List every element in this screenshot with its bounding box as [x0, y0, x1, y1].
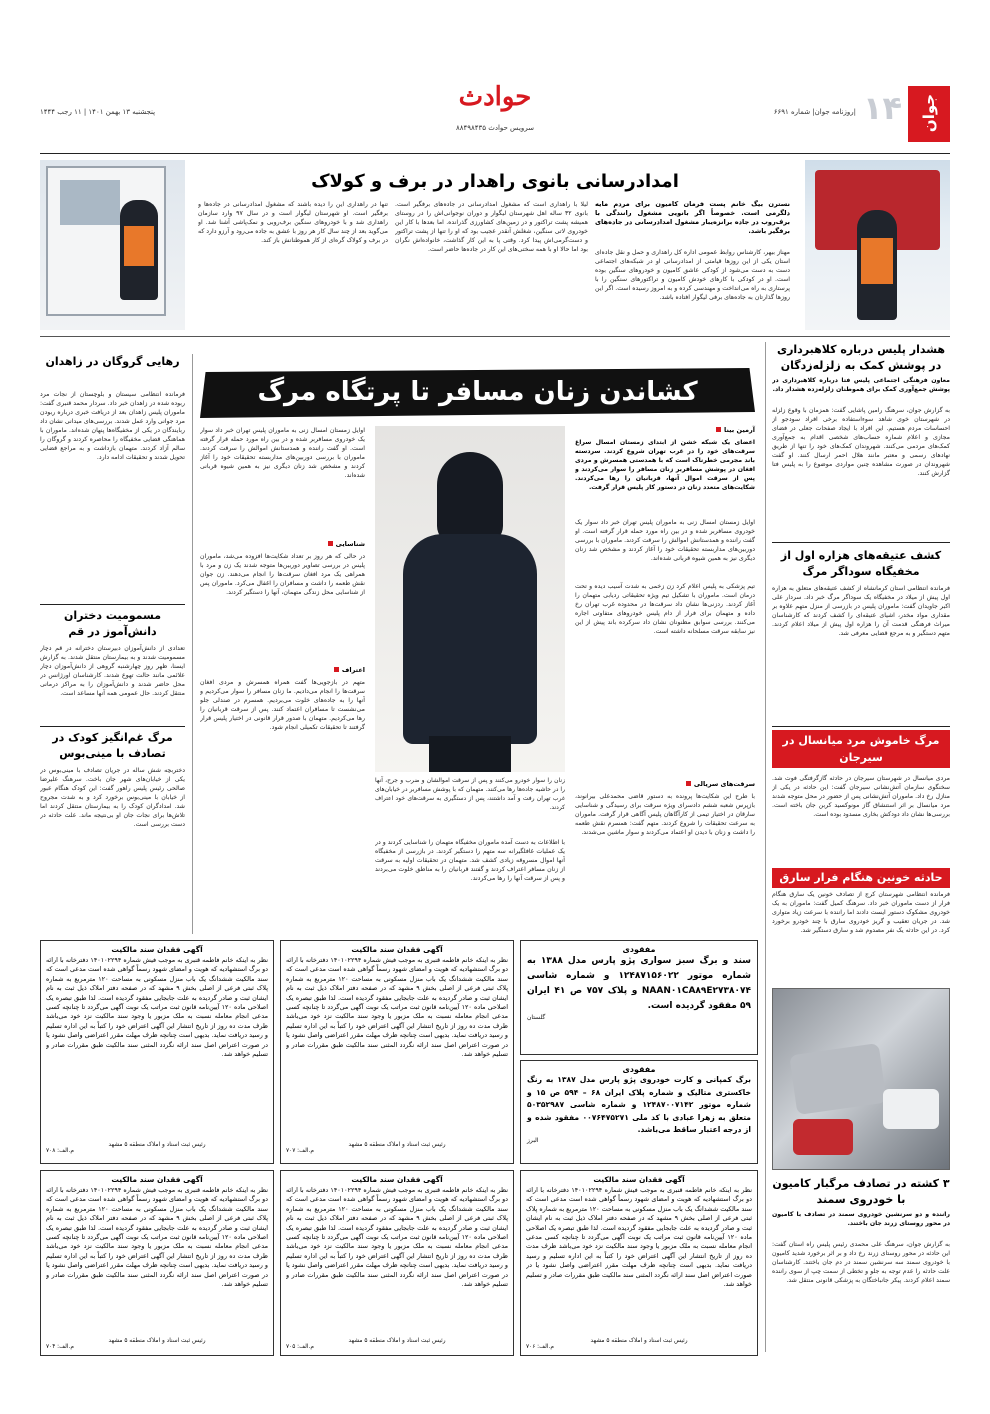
rc-story1-body: به گزارش جوان، سرهنگ رامین پاشایی گفت: همزمان با وقوع زلزله در شهرستان خوی شاهد سوءاستفاده برخی افراد سودجو از احساسات مردم هستیم. این افراد با ایجاد صفحات جعلی در فضای مجازی و اعلام شماره حساب‌های شخصی اقدام به جمع‌آوری کمک‌های مردمی می‌کنند. شهروندان کمک‌های خود را تنها از طریق نهادهای رسمی و معتبر مانند هلال احمر ارسال کنند. او گفت شهروندان در صورت مشاهده چنین مواردی موضوع را به پلیس فتا گزارش کنند. [772, 407, 950, 477]
top-story-title: امدادرسانی بانوی راهدار در برف و کولاک [311, 171, 679, 192]
section-subtitle: سرویس حوادث ۸۸۴۹۸۴۳۵ [455, 124, 535, 132]
issue-info: |روزنامه جوان| شماره ۶۶۹۱ [773, 108, 856, 116]
lost-notice-1-title: مفقودی [622, 945, 656, 954]
rc-crash-photo [772, 988, 950, 1170]
deed-notice-3-signature: رئیس ثبت اسناد و املاک منطقه ۵ مشهد [590, 1338, 688, 1344]
left-column-divider [192, 354, 193, 934]
driver-vest-shape [124, 226, 154, 266]
deed-notice-1-code: م.الف: ۷۰۷ [286, 1148, 314, 1154]
notices-area [40, 940, 758, 1360]
deed-notice-5-title: آگهی فقدان سند مالکیت [111, 1175, 203, 1184]
top-story-col3: تنها در راهداری این را دیده باشند که مشغول امدادرسانی در جاده‌ها و برفگیر است. او شهرستان لیگوار است و در سال ۹۷ وارد سازمان راهداری شد و با خودروهای سنگین برف‌روبی و نمک‌پاشی آشنا شد. او می‌گوید بعد از چند سال کار هر روز با عشق به جاده می‌رود و آرزو دارد که در برف و کولاک گره‌ای از کار هموطنانش باز کند. [198, 201, 388, 244]
deed-notice-2 [40, 940, 274, 1164]
window-shape [60, 180, 120, 225]
rc-story4-title: حادثه خونین هنگام فرار سارق [772, 868, 950, 888]
rc-story1-lead: معاون فرهنگی اجتماعی پلیس فتا درباره کلاهبرداری در پوشش جمع‌آوری کمک برای هموطنان زلزله‌زده هشدار داد. [772, 377, 950, 393]
main-story [200, 362, 755, 934]
top-story-col2: لیلا با راهداری است که مشغول امدادرسانی در جاده‌های برفگیر است. بانوی ۳۲ ساله اهل شهرستان لیگوار و دوران نوجوانی‌اش را در روستای همیشه پشت تراکتور و در زمین‌های کشاورزی گذرانده. اما بعدها با کار این خودروی لاتی سنگین، شغلش آنقدر عجیب بود که او را تنها از پشت تراکتور و دست‌گرمی‌اش پیدا کرد. وقتی پا به این کار گذاشت، خانواده‌اش نگران بود اما حالا او با همه سختی‌های این کار در جاده‌ها حاضر است. [395, 201, 588, 253]
main-body4: در حالی که هر روز بر تعداد شکایت‌ها افزوده می‌شد، ماموران پلیس در بررسی تصاویر دوربین‌ها متوجه شدند یک زن و مرد با همراهی یک مرد افغان سرقت‌ها را انجام می‌دهند. زن جوان نقش طعمه را داشت و مسافران را اغفال می‌کرد. ماموران پس از شناسایی محل زندگی متهمان، آنها را دستگیر کردند. [200, 553, 365, 596]
lc-story1-body: فرمانده انتظامی سیستان و بلوچستان از نجات مرد ربوده شده در زاهدان خبر داد. سردار محمد قنبری گفت: ماموران پلیس زاهدان بعد از دریافت خبری درباره ربودن مرد جوانی وارد عمل شدند. بررسی‌های میدانی نشان داد ربایندگان در یکی از مخفیگاه‌ها پنهان شده‌اند. ماموران با هماهنگی قضایی مخفیگاه را محاصره کردند و گروگان را سالم آزاد کردند. متهمان بازداشت و به مراجع قضایی تحویل شدند و تحقیقات ادامه دارد. [40, 391, 185, 461]
deed-notice-1-title: آگهی فقدان سند مالکیت [351, 945, 443, 954]
suspect-head-shape [437, 452, 503, 544]
deed-notice-4 [280, 1170, 514, 1356]
lc-story3-body: دختربچه شش ساله در جریان تصادف با مینی‌بوس در یکی از خیابان‌های شهر جان باخت. سرهنگ علیرضا صالحی رئیس پلیس راهور گفت: این کودک هنگام عبور از خیابان با مینی‌بوس برخورد کرد و به شدت مجروح شد. امدادگران کودک را به بیمارستان منتقل کردند اما تلاش‌ها برای نجات جان او بی‌نتیجه ماند. علت حادثه در دست بررسی است. [40, 767, 185, 828]
deed-notice-5 [40, 1170, 274, 1356]
lc-story2-title: مسمومیت دختران دانش‌آموز در قم [63, 609, 162, 638]
deed-notice-1 [280, 940, 514, 1164]
date-info: پنجشنبه ۱۳ بهمن ۱۴۰۱ | ۱۱ رجب ۱۴۴۴ [40, 108, 156, 116]
rc-rule-1 [772, 542, 950, 543]
top-story [40, 160, 950, 338]
deed-notice-3 [520, 1170, 758, 1356]
main-body3: با اطلاعات به دست آمده ماموران مخفیگاه متهمان را شناسایی کردند و در یک عملیات غافلگیرانه سه متهم را دستگیر کردند. در بازرسی از مخفیگاه آنها اموال مسروقه زیادی کشف شد. متهمان در تحقیقات اولیه به سرقت از زنان مسافر اعتراف کردند و گفتند قربانیان را به مناطق خلوت می‌بردند و پس از سرقت آنها را رها می‌کردند. [375, 839, 565, 882]
lc-story3-title: مرگ غم‌انگیز کودک در تصادف با مینی‌بوس [52, 731, 173, 760]
rc-story3-title: مرگ خاموش مرد میانسال در سیرجان [772, 730, 950, 768]
rc-story2-body: فرمانده انتظامی استان کرمانشاه از کشف عتیقه‌های متعلق به هزاره اول پیش از میلاد در مخفیگاه یک سوداگر مرگ خبر داد. سردار علی اکبر جاویدان گفت: ماموران پلیس در بازرسی از منزل متهم علاوه بر مقداری مواد مخدر، اشیای عتیقه‌ای را کشف کردند که کارشناسان میراث فرهنگی قدمت آن را هزاره اول پیش از میلاد اعلام کردند. متهم دستگیر و به مرجع قضایی معرفی شد. [772, 585, 950, 637]
left-column [40, 354, 185, 934]
rc-story1-title: هشدار پلیس درباره کلاهبرداری در پوشش کمک به زلزله‌زدگان [776, 343, 946, 372]
main-subhead3: سرقت‌های سریالی [575, 780, 755, 788]
suspect-legs-shape [429, 736, 511, 772]
deed-notice-5-code: م.الف: ۷۰۴ [46, 1344, 74, 1350]
top-story-photo-right [805, 160, 950, 330]
wreck-shape [789, 1043, 886, 1115]
rc-story5-title: ۳ کشته در تصادف مرگبار کامیون با خودروی سمند [772, 1177, 950, 1206]
main-subhead1: شناسایی [200, 540, 365, 548]
lost-notice-1-body: سند و برگ سبز سواری پژو پارس مدل ۱۳۸۸ به شماره موتور ۱۲۴۸۷۱۵۶۰۲۲ و شماره شاسی NAAN۰۱CA۸۹E۲۷۳۸۰۷۴ و پلاک ۷۵۷ ص ۴۱ ایران ۵۹ مفقود گردیده است. [527, 956, 752, 1011]
rc-story2-title: کشف عتیقه‌های هزاره اول از مخفیگاه سوداگر مرگ [780, 549, 942, 578]
main-body1: اوایل زمستان امسال زنی به ماموران پلیس تهران خبر داد سوار یک خودروی مسافربر شده و در بین راه مورد حمله قرار گرفته است. او گفت راننده و همدستانش اموالش را سرقت کردند. ماموران با بررسی دوربین‌های مداربسته تحقیقات خود را آغاز کردند و مشخص شد زنان دیگری نیز به همین شیوه قربانی شده‌اند. [575, 519, 755, 562]
rc-story5-body: به گزارش جوان، سرهنگ علی محمدی رئیس پلیس راه استان گفت: این حادثه در محور روستای زرند رخ داد و بر اثر برخورد شدید کامیون با خودروی سمند سه سرنشین سمند در دم جان باختند. کارشناسان علت حادثه را عدم توجه به جلو و تخطی از سمت چپ از سوی راننده سمند اعلام کردند. پیکر جانباختگان به پزشکی قانونی منتقل شد. [772, 1241, 950, 1284]
main-body3b: اوایل زمستان امسال زنی به ماموران پلیس تهران خبر داد سوار یک خودروی مسافربر شده و در بین راه مورد حمله قرار گرفته است. او گفت راننده و همدستانش اموالش را سرقت کردند. ماموران با بررسی دوربین‌های مداربسته تحقیقات خود را آغاز کردند و مشخص شد زنان دیگری نیز به همین شیوه قربانی شده‌اند. [200, 427, 365, 479]
deed-notice-5-signature: رئیس ثبت اسناد و املاک منطقه ۵ مشهد [108, 1338, 206, 1344]
main-body2: تیم پزشکی به پلیس اعلام کرد زن زخمی به شدت آسیب دیده و تحت درمان است. ماموران با تشکیل تیم ویژه تحقیقاتی ردیابی متهمان را آغاز کردند. ردزنی‌ها نشان داد سرقت‌ها در محدوده غرب تهران رخ داده و متهمان برای فرار از دام پلیس خودروهای متفاوتی اجاره می‌کنند. بررسی سوابق مظنونان نشان داد سرکرده باند پیش از این نیز سابقه سرقت مسلحانه داشته است. [575, 583, 755, 635]
red-car-shape [793, 1119, 853, 1155]
masthead-rule [40, 153, 950, 154]
deed-notice-2-title: آگهی فقدان سند مالکیت [111, 945, 203, 954]
top-story-col1: مهناز بیهر، کارشناس روابط عمومی اداره کل راهداری و حمل و نقل جاده‌ای استان یکی از این روزها قیامتی از امدادرسانی او در شبکه‌های اجتماعی دست به دست می‌شود از کودکی عاشق کامیون و خودروهای سنگین بوده است. او در کودکی با کارهای خودش کامیون و تراکتورهای سنگین را با پرستاری به راه می‌انداخت و مهندسی کرده و به امروز رسیده است. اگر این روزها گذارتان به جاده‌های برفی لیگوار افتاده باشد. [595, 249, 790, 301]
top-story-rule [40, 336, 950, 337]
deed-notice-3-body: نظر به اینکه خانم فاطمه قنبری به موجب فیش شماره ۱۴۰۱۰۲۲۹۴ دفترخانه با ارائه دو برگ استشهادیه که هویت و امضای شهود رسماً گواهی شده است مدعی است که سند مالکیت ششدانگ یک باب منزل مسکونی به مساحت ۱۲۰ مترمربع به شماره پلاک ثبتی فرعی از اصلی بخش ۹ مشهد که در صفحه دفتر املاک ذیل ثبت به نام ایشان ثبت و صادر گردیده به علت جابجایی مفقود گردیده است. لذا طبق تبصره یک اصلاحی ماده ۱۲۰ آیین‌نامه قانون ثبت مراتب یک نوبت آگهی می‌گردد تا چنانچه کسی مدعی انجام معامله نسبت به ملک مزبور یا وجود سند مالکیت نزد خود می‌باشد ظرف مدت ده روز از تاریخ انتشار این آگهی اعتراض خود را کتباً به این اداره تسلیم و رسید دریافت نماید. بدیهی است چنانچه ظرف مهلت مقرر اعتراضی واصل نشود یا در صورت اعتراض اصل سند ارائه نگردد المثنی سند مالکیت طبق مقررات صادر و تسلیم خواهد شد. [526, 1186, 752, 1289]
rc-rule-2 [772, 726, 950, 727]
deed-notice-4-body: نظر به اینکه خانم فاطمه قنبری به موجب فیش شماره ۱۴۰۱۰۲۲۹۴ دفترخانه با ارائه دو برگ استشهادیه که هویت و امضای شهود رسماً گواهی شده است مدعی است که سند مالکیت ششدانگ یک باب منزل مسکونی به مساحت ۱۲۰ مترمربع به شماره پلاک ثبتی فرعی از اصلی بخش ۹ مشهد که در صفحه دفتر املاک ذیل ثبت به نام ایشان ثبت و صادر گردیده به علت جابجایی مفقود گردیده است. لذا طبق تبصره یک اصلاحی ماده ۱۲۰ آیین‌نامه قانون ثبت مراتب یک نوبت آگهی می‌گردد تا چنانچه کسی مدعی انجام معامله نسبت به ملک مزبور یا وجود سند مالکیت نزد خود می‌باشد ظرف مدت ده روز از تاریخ انتشار این آگهی اعتراض خود را کتباً به این اداره تسلیم و رسید دریافت نماید. بدیهی است چنانچه ظرف مهلت مقرر اعتراضی واصل نشود یا در صورت اعتراض اصل سند ارائه نگردد المثنی سند مالکیت طبق مقررات صادر و تسلیم خواهد شد. [286, 1186, 508, 1289]
section-title: حوادث [458, 82, 532, 112]
right-column-divider [765, 342, 766, 1352]
lost-notice-1-place: گلستان [527, 1014, 546, 1021]
vest-shape [861, 238, 893, 284]
main-photo-caption: زنان را سوار خودرو می‌کنند و پس از سرقت اموالشان و ضرب و جرح، آنها را در حاشیه جاده‌ها رها می‌کنند. متهمان که با پوشش مسافربر در خیابان‌های غرب تهران رفت و آمد داشتند، پس از دستگیری به سرقت‌های خود اعتراف کردند. [375, 777, 565, 811]
deed-notice-3-code: م.الف: ۷۰۶ [526, 1344, 554, 1350]
top-story-photo-left [40, 160, 185, 330]
main-story-title: کشاندن زنان مسافر تا پرتگاه مرگ [257, 377, 698, 407]
deed-notice-2-body: نظر به اینکه خانم فاطمه قنبری به موجب فیش شماره ۱۴۰۱۰۲۲۹۴ دفترخانه با ارائه دو برگ استشهادیه که هویت و امضای شهود رسماً گواهی شده است مدعی است که سند مالکیت ششدانگ یک باب منزل مسکونی به مساحت ۱۲۰ مترمربع به شماره پلاک ثبتی فرعی از اصلی بخش ۹ مشهد که در صفحه دفتر املاک ذیل ثبت به نام ایشان ثبت و صادر گردیده به علت جابجایی مفقود گردیده است. لذا طبق تبصره یک اصلاحی ماده ۱۲۰ آیین‌نامه قانون ثبت مراتب یک نوبت آگهی می‌گردد تا چنانچه کسی مدعی انجام معامله نسبت به ملک مزبور یا وجود سند مالکیت نزد خود می‌باشد ظرف مدت ده روز از تاریخ انتشار این آگهی اعتراض خود را کتباً به این اداره تسلیم و رسید دریافت نماید. بدیهی است چنانچه ظرف مهلت مقرر اعتراضی واصل نشود یا در صورت اعتراض اصل سند ارائه نگردد المثنی سند مالکیت طبق مقررات صادر و تسلیم خواهد شد. [46, 956, 268, 1059]
main-body6: با طرح این شکایت‌ها پرونده به دستور قاضی محمدعلی بیرانوند، بازپرس شعبه ششم دادسرای ویژه سرقت برای رسیدگی و شناسایی سارقان در اختیار تیمی از کارآگاهان پلیس آگاهی قرار گرفت. ماموران به سرعت تحقیقات را شروع کردند. متهم گفت: همسرم نقش طعمه را داشت و زنان با دیدن او اعتماد می‌کردند و سوار ماشین می‌شدند. [575, 793, 755, 836]
lc-story2-body: تعدادی از دانش‌آموزان دبیرستان دخترانه در قم دچار مسمومیت شدند و به بیمارستان منتقل شدند. به گزارش ایسنا، ظهر روز چهارشنبه گروهی از دانش‌آموزان دچار علائمی مانند حالت تهوع شدند. کارشناسان اورژانس در محل حاضر شدند و دانش‌آموزان را به مراکز درمانی منتقل کردند. حال عمومی همه آنها مساعد است. [40, 645, 185, 697]
lost-notice-2-place: البرز [527, 1136, 539, 1144]
lost-notice-2 [520, 1060, 758, 1164]
rc-story4-body: فرمانده انتظامی شهرستان کرج از تصادف خونین یک سارق هنگام فرار از دست ماموران خبر داد. سرهنگ کمیل گفت: ماموران به یک خودروی مشکوک دستور ایست دادند اما راننده با سرعت زیاد متواری شد. در جریان تعقیب و گریز خودروی سارق با چند خودرو برخورد کرد. در این حادثه یک نفر مصدوم شد و سارق دستگیر شد. [772, 891, 950, 934]
masthead-logo: جوان [908, 86, 950, 142]
lc-rule-2 [40, 726, 185, 727]
deed-notice-3-title: آگهی فقدان سند مالکیت [593, 1175, 685, 1184]
page-number: ۱۴ [862, 89, 902, 127]
lost-notice-1 [520, 940, 758, 1055]
deed-notice-2-code: م.الف: ۷۰۸ [46, 1148, 74, 1154]
deed-notice-4-code: م.الف: ۷۰۵ [286, 1344, 314, 1350]
deed-notice-5-body: نظر به اینکه خانم فاطمه قنبری به موجب فیش شماره ۱۴۰۱۰۲۲۹۴ دفترخانه با ارائه دو برگ استشهادیه که هویت و امضای شهود رسماً گواهی شده است مدعی است که سند مالکیت ششدانگ یک باب منزل مسکونی به مساحت ۱۲۰ مترمربع به شماره پلاک ثبتی فرعی از اصلی بخش ۹ مشهد که در صفحه دفتر املاک ذیل ثبت به نام ایشان ثبت و صادر گردیده به علت جابجایی مفقود گردیده است. لذا طبق تبصره یک اصلاحی ماده ۱۲۰ آیین‌نامه قانون ثبت مراتب یک نوبت آگهی می‌گردد تا چنانچه کسی مدعی انجام معامله نسبت به ملک مزبور یا وجود سند مالکیت نزد خود می‌باشد ظرف مدت ده روز از تاریخ انتشار این آگهی اعتراض خود را کتباً به این اداره تسلیم و رسید دریافت نماید. بدیهی است چنانچه ظرف مهلت مقرر اعتراضی واصل نشود یا در صورت اعتراض اصل سند ارائه نگردد المثنی سند مالکیت طبق مقررات صادر و تسلیم خواهد شد. [46, 1186, 268, 1289]
top-story-lead: نسترن بیگ خانم پست فرمان کامیون برای مردم مایه دلگرمی است. خصوصاً اگر بانویی مشغول رانندگی با برف‌روب در جاده برانزه‌یبار مشغول امدادرسانی در جاده‌های برفگیر باشد. [595, 200, 790, 235]
lc-story1-title: رهایی گروگان در زاهدان [45, 355, 180, 368]
lost-notice-2-body: برگ کمپانی و کارت خودروی پژو پارس مدل ۱۳۸۷ به رنگ خاکستری متالیک و شماره پلاک ایران ۶۸ – ۵۹۴ ص ۱۵ و شماره موتور ۱۲۴۸۷۰۰۷۱۴۲ و شماره شاسی ۵۰۳۵۲۹۸۷ متعلق به زهرا عبادی با کد ملی ۰۰۷۶۴۷۵۲۷۱ مفقود شده و از درجه اعتبار ساقط می‌باشد. [527, 1075, 752, 1134]
rc-story5-lead: راننده و دو سرنشین خودروی سمند در تصادف با کامیون در محور روستای زرند جان باختند. [772, 1211, 950, 1227]
suspect-body-shape [403, 534, 537, 744]
main-intro: اعضای یک شبکه خشن از ابتدای زمستان امسال سراغ سرقت‌های خود را در غرب تهران شروع کردند. سردسته باند مجرمی خطرناک است که با همدستی همسرش و مردی افغان در پوشش مسافربر زنان مسافر را سوار می‌کردند و پس از سرقت اموال آنها، قربانیان را رها می‌کردند. شکایت‌های متعدد زنان در دستور کار پلیس قرار گرفت. [575, 439, 755, 491]
lc-rule-1 [40, 604, 185, 605]
main-story-photo [375, 426, 565, 772]
deed-notice-1-body: نظر به اینکه خانم فاطمه قنبری به موجب فیش شماره ۱۴۰۱۰۲۲۹۴ دفترخانه با ارائه دو برگ استشهادیه که هویت و امضای شهود رسماً گواهی شده است مدعی است که سند مالکیت ششدانگ یک باب منزل مسکونی به مساحت ۱۲۰ مترمربع به شماره پلاک ثبتی فرعی از اصلی بخش ۹ مشهد که در صفحه دفتر املاک ذیل ثبت به نام ایشان ثبت و صادر گردیده به علت جابجایی مفقود گردیده است. لذا طبق تبصره یک اصلاحی ماده ۱۲۰ آیین‌نامه قانون ثبت مراتب یک نوبت آگهی می‌گردد تا چنانچه کسی مدعی انجام معامله نسبت به ملک مزبور یا وجود سند مالکیت نزد خود می‌باشد ظرف مدت ده روز از تاریخ انتشار این آگهی اعتراض خود را کتباً به این اداره تسلیم و رسید دریافت نماید. بدیهی است چنانچه ظرف مهلت مقرر اعتراضی واصل نشود یا در صورت اعتراض اصل سند ارائه نگردد المثنی سند مالکیت طبق مقررات صادر و تسلیم خواهد شد. [286, 956, 508, 1059]
main-subhead2: اعتراف [200, 666, 365, 674]
deed-notice-4-title: آگهی فقدان سند مالکیت [351, 1175, 443, 1184]
white-car-shape [883, 1089, 939, 1129]
lost-notice-2-title: مفقودی [622, 1065, 656, 1074]
rc-story3-body: مردی میانسال در شهرستان سیرجان در حادثه گازگرفتگی فوت شد. سخنگوی سازمان آتش‌نشانی سیرجان گفت: این حادثه در یکی از منازل رخ داد. ماموران آتش‌نشانی پس از حضور در محل متوجه شدند مرد میانسال بر اثر استنشاق گاز مونوکسید کربن جان باخته است. بررسی‌ها نشان داد دودکش بخاری مسدود بوده است. [772, 775, 950, 818]
main-body5: متهم در بازجویی‌ها گفت همراه همسرش و مردی افغان سرقت‌ها را انجام می‌دادیم. ما زنان مسافر را سوار می‌کردیم و آنها را به جاده‌های خلوت می‌بردیم. همسرم در صندلی جلو می‌نشست تا مسافران اعتماد کنند. پس از سرقت قربانیان را رها می‌کردیم. متهمان با صدور قرار قانونی در اختیار پلیس قرار گرفتند تا تحقیقات تکمیلی انجام شود. [200, 679, 365, 731]
main-byline: آرمین بینا [575, 426, 755, 434]
deed-notice-2-signature: رئیس ثبت اسناد و املاک منطقه ۵ مشهد [108, 1142, 206, 1148]
right-column [772, 342, 950, 1357]
deed-notice-4-signature: رئیس ثبت اسناد و املاک منطقه ۵ مشهد [348, 1338, 446, 1344]
deed-notice-1-signature: رئیس ثبت اسناد و املاک منطقه ۵ مشهد [348, 1142, 446, 1148]
masthead [40, 80, 950, 155]
